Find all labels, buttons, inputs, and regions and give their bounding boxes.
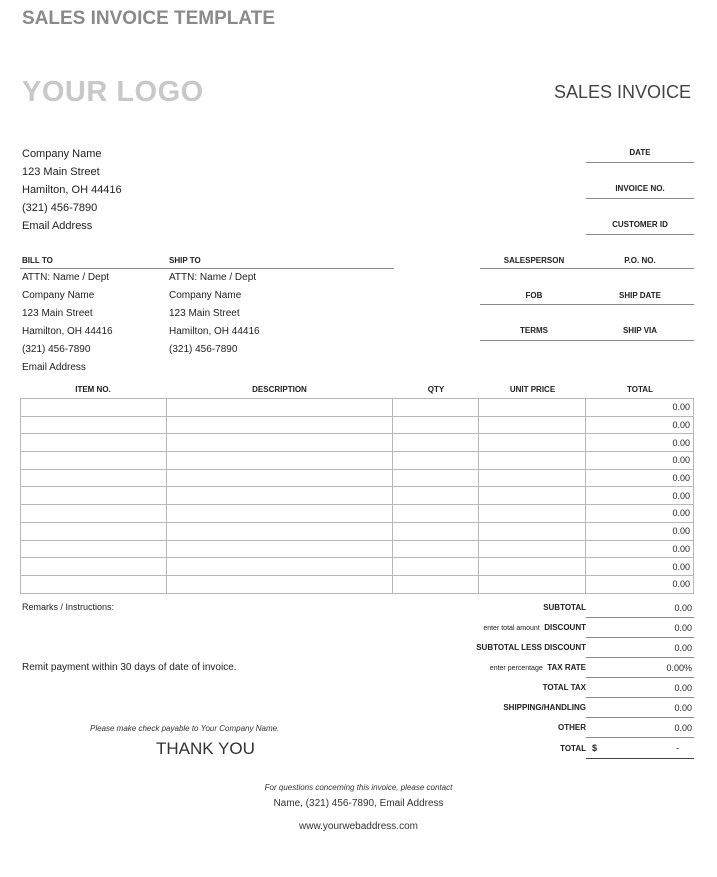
- qty-cell[interactable]: [393, 540, 479, 558]
- remit-note: Remit payment within 30 days of date of invoice.: [22, 662, 237, 673]
- thank-you: THANK YOU: [156, 739, 255, 758]
- qty-cell[interactable]: [393, 522, 479, 540]
- salesperson-label: SALESPERSON: [503, 256, 565, 265]
- total-tax-line: [586, 697, 694, 698]
- ship-to-city[interactable]: Hamilton, OH 44416: [169, 326, 260, 337]
- table-row: [21, 505, 694, 523]
- total-cell: 0.00: [586, 487, 694, 505]
- col-unit-price: UNIT PRICE: [509, 385, 556, 394]
- subtotal-line: [586, 617, 694, 618]
- web-address[interactable]: www.yourwebaddress.com: [299, 821, 418, 832]
- tax-rate-label: [366, 663, 586, 672]
- shipping-value[interactable]: 0.00: [674, 703, 692, 713]
- invoice-no-field[interactable]: [586, 198, 694, 199]
- fob-label: FOB: [525, 291, 543, 300]
- description-cell[interactable]: [166, 399, 393, 417]
- discount-hint: enter total amount: [483, 625, 540, 632]
- item-no-cell[interactable]: [21, 469, 167, 487]
- table-row: [21, 540, 694, 558]
- qty-cell[interactable]: [393, 416, 479, 434]
- discount-line: [586, 637, 694, 638]
- bill-to-email[interactable]: Email Address: [22, 362, 86, 373]
- ship-to-phone[interactable]: (321) 456-7890: [169, 344, 238, 355]
- total-cell: 0.00: [586, 469, 694, 487]
- customer-id-label: CUSTOMER ID: [612, 220, 668, 229]
- description-cell[interactable]: [166, 452, 393, 470]
- item-no-cell[interactable]: [21, 399, 167, 417]
- unit-price-cell[interactable]: [479, 505, 586, 523]
- total-cell: 0.00: [586, 522, 694, 540]
- description-cell[interactable]: [166, 416, 393, 434]
- table-row: [21, 575, 694, 593]
- unit-price-cell[interactable]: [479, 540, 586, 558]
- total-cell: 0.00: [586, 399, 694, 417]
- qty-cell[interactable]: [393, 558, 479, 576]
- table-row: [21, 469, 694, 487]
- qty-cell[interactable]: [393, 575, 479, 593]
- unit-price-cell[interactable]: [479, 522, 586, 540]
- qty-cell[interactable]: [393, 399, 479, 417]
- table-row: [21, 487, 694, 505]
- unit-price-cell[interactable]: [479, 452, 586, 470]
- customer-id-field[interactable]: [586, 234, 694, 235]
- po-no-label: P.O. NO.: [624, 256, 656, 265]
- description-cell[interactable]: [166, 540, 393, 558]
- table-row: [21, 452, 694, 470]
- subtotal-label: SUBTOTAL: [543, 603, 586, 612]
- col-qty: QTY: [427, 385, 445, 394]
- bill-to-attn[interactable]: ATTN: Name / Dept: [22, 272, 110, 283]
- item-no-cell[interactable]: [21, 575, 167, 593]
- col-total: TOTAL: [627, 385, 653, 394]
- tax-rate-line: [586, 677, 694, 678]
- other-label: OTHER: [558, 723, 586, 732]
- unit-price-cell[interactable]: [479, 575, 586, 593]
- bill-to-phone[interactable]: (321) 456-7890: [22, 344, 91, 355]
- total-label: TOTAL: [560, 744, 586, 753]
- questions-note: For questions concerning this invoice, please contact: [264, 783, 453, 792]
- salesperson-po-field[interactable]: [480, 268, 694, 269]
- qty-cell[interactable]: [393, 452, 479, 470]
- item-no-cell[interactable]: [21, 452, 167, 470]
- item-no-cell[interactable]: [21, 540, 167, 558]
- currency-symbol: $: [592, 743, 598, 753]
- ship-to-label: SHIP TO: [169, 256, 201, 265]
- items-table: [20, 398, 694, 594]
- item-no-cell[interactable]: [21, 434, 167, 452]
- qty-cell[interactable]: [393, 505, 479, 523]
- terms-ship-via-field[interactable]: [480, 340, 694, 341]
- logo-placeholder: YOUR LOGO: [22, 76, 204, 108]
- description-cell[interactable]: [166, 434, 393, 452]
- shipping-line: [586, 717, 694, 718]
- table-row: [21, 399, 694, 417]
- date-field[interactable]: [586, 162, 694, 163]
- ship-date-label: SHIP DATE: [619, 291, 661, 300]
- item-no-cell[interactable]: [21, 487, 167, 505]
- invoice-no-label: INVOICE NO.: [615, 184, 665, 193]
- total-cell: 0.00: [586, 505, 694, 523]
- terms-label: TERMS: [520, 326, 548, 335]
- total-cell: 0.00: [586, 540, 694, 558]
- table-row: [21, 416, 694, 434]
- fob-ship-date-field[interactable]: [480, 304, 694, 305]
- qty-cell[interactable]: [393, 487, 479, 505]
- total-cell: 0.00: [586, 416, 694, 434]
- bill-to-label: BILL TO: [22, 256, 53, 265]
- bill-to-company[interactable]: Company Name: [22, 290, 95, 301]
- subtotal-value: 0.00: [674, 603, 692, 613]
- company-street: 123 Main Street: [22, 166, 100, 178]
- unit-price-cell[interactable]: [479, 469, 586, 487]
- invoice-title: SALES INVOICE: [553, 82, 691, 102]
- tax-rate-label-text: TAX RATE: [547, 663, 586, 672]
- unit-price-cell[interactable]: [479, 487, 586, 505]
- bill-to-city[interactable]: Hamilton, OH 44416: [22, 326, 113, 337]
- company-phone: (321) 456-7890: [22, 202, 98, 214]
- qty-cell[interactable]: [393, 434, 479, 452]
- total-tax-value: 0.00: [674, 683, 692, 693]
- total-line: [586, 758, 694, 759]
- payable-note: Please make check payable to Your Company Name.: [90, 724, 280, 733]
- total-cell: 0.00: [586, 452, 694, 470]
- discount-label-text: DISCOUNT: [544, 623, 586, 632]
- date-label: DATE: [629, 148, 651, 157]
- col-item-no: ITEM NO.: [75, 385, 111, 394]
- item-no-cell[interactable]: [21, 416, 167, 434]
- col-description: DESCRIPTION: [252, 385, 307, 394]
- discount-value[interactable]: 0.00: [674, 623, 692, 633]
- company-name: Company Name: [22, 148, 102, 160]
- description-cell[interactable]: [166, 505, 393, 523]
- unit-price-cell[interactable]: [479, 416, 586, 434]
- total-cell: 0.00: [586, 558, 694, 576]
- table-row: [21, 434, 694, 452]
- ship-to-attn[interactable]: ATTN: Name / Dept: [169, 272, 257, 283]
- total-value: -: [676, 743, 679, 753]
- description-cell[interactable]: [166, 469, 393, 487]
- shipping-label: SHIPPING/HANDLING: [503, 703, 586, 712]
- address-divider: [20, 268, 394, 269]
- ship-to-company[interactable]: Company Name: [169, 290, 242, 301]
- description-cell[interactable]: [166, 522, 393, 540]
- subtotal-less-label: SUBTOTAL LESS DISCOUNT: [476, 643, 586, 652]
- contact-info: Name, (321) 456-7890, Email Address: [273, 798, 444, 809]
- total-tax-label: TOTAL TAX: [542, 683, 586, 692]
- company-email: Email Address: [22, 220, 93, 232]
- subtotal-less-line: [586, 657, 694, 658]
- ship-via-label: SHIP VIA: [622, 326, 658, 335]
- subtotal-less-value: 0.00: [674, 643, 692, 653]
- tax-hint: enter percentage: [489, 665, 543, 672]
- item-no-cell[interactable]: [21, 558, 167, 576]
- total-cell: 0.00: [586, 434, 694, 452]
- other-line: [586, 737, 694, 738]
- discount-label: [366, 623, 586, 632]
- unit-price-cell[interactable]: [479, 558, 586, 576]
- item-no-cell[interactable]: [21, 505, 167, 523]
- qty-cell[interactable]: [393, 469, 479, 487]
- unit-price-cell[interactable]: [479, 434, 586, 452]
- bill-to-street[interactable]: 123 Main Street: [22, 308, 93, 319]
- description-cell[interactable]: [166, 487, 393, 505]
- remarks-label: Remarks / Instructions:: [22, 602, 115, 612]
- table-row: [21, 558, 694, 576]
- description-cell[interactable]: [166, 575, 393, 593]
- item-no-cell[interactable]: [21, 522, 167, 540]
- description-cell[interactable]: [166, 558, 393, 576]
- tax-rate-value[interactable]: 0.00%: [666, 663, 692, 673]
- ship-to-street[interactable]: 123 Main Street: [169, 308, 240, 319]
- other-value[interactable]: 0.00: [674, 723, 692, 733]
- table-row: [21, 522, 694, 540]
- unit-price-cell[interactable]: [479, 399, 586, 417]
- document-title: SALES INVOICE TEMPLATE: [22, 8, 276, 29]
- company-city: Hamilton, OH 44416: [22, 184, 122, 196]
- total-cell: 0.00: [586, 575, 694, 593]
